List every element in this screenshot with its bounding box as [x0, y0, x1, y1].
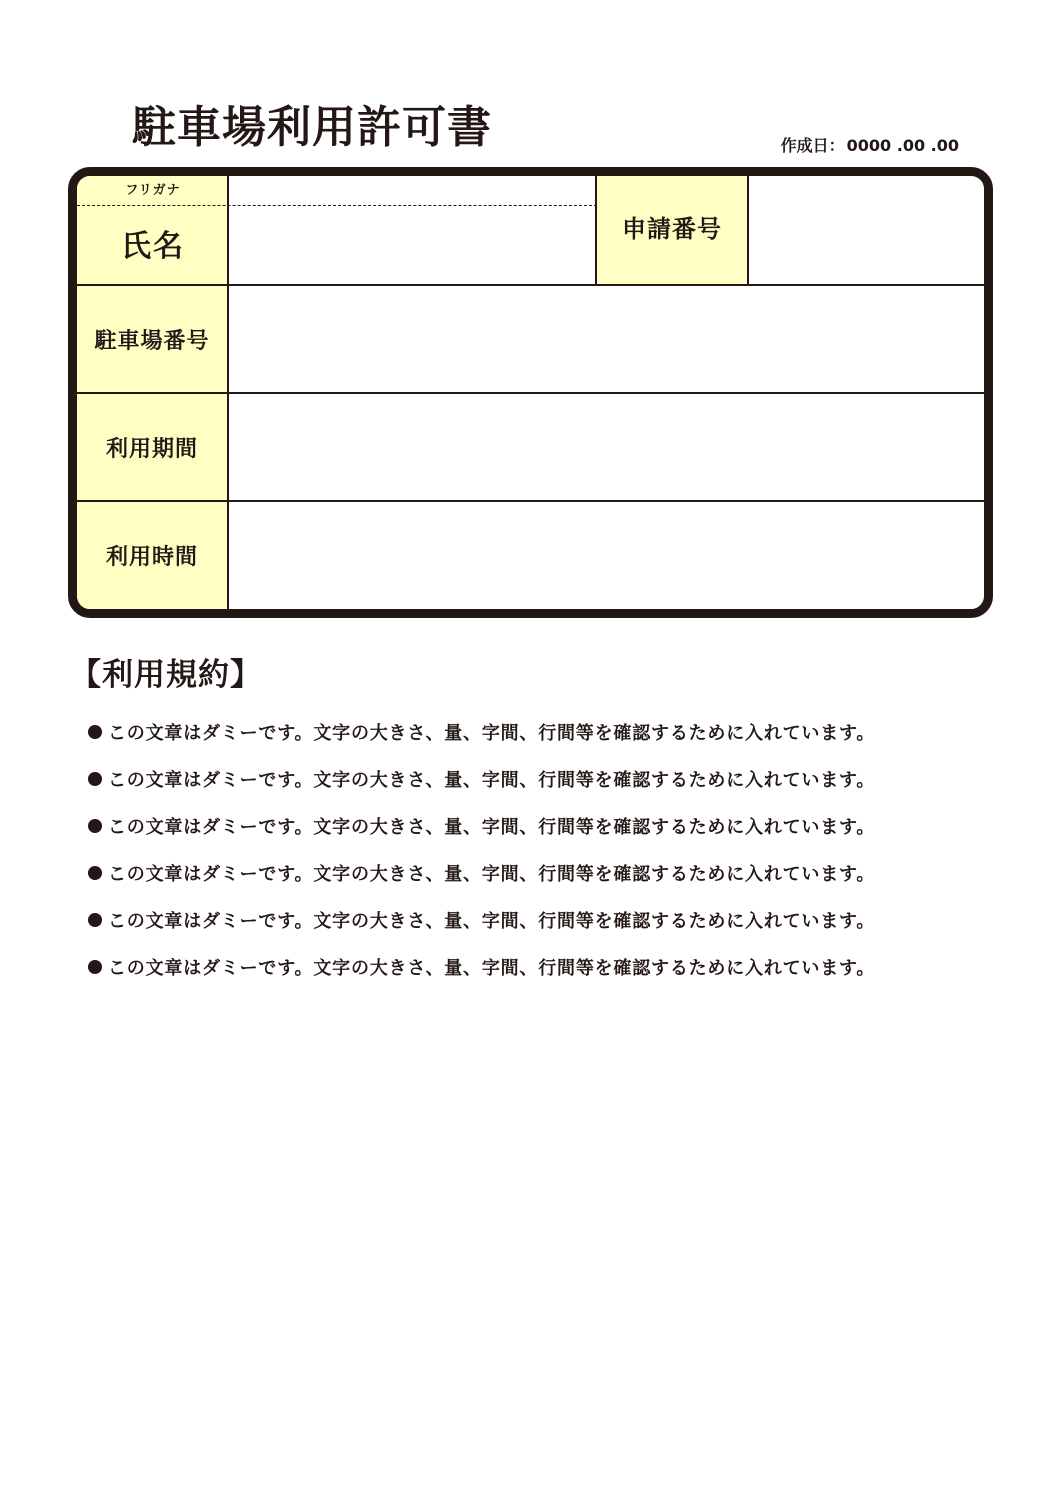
terms-item: [88, 757, 875, 804]
created-date-value: 0000 .00 .00: [846, 136, 959, 155]
terms-item-text: この文章はダミーです。文字の大きさ、量、字間、行間等を確認するために入れています。: [108, 723, 876, 744]
bullet-icon: [88, 913, 102, 927]
usage-period-field[interactable]: [229, 394, 984, 500]
furigana-divider: [77, 205, 597, 206]
terms-item: [88, 710, 875, 757]
terms-item: [88, 804, 875, 851]
name-field[interactable]: [229, 176, 597, 284]
terms-item: [88, 851, 875, 898]
usage-period-row: [77, 392, 984, 500]
application-number-field[interactable]: [749, 176, 984, 284]
bullet-icon: [88, 772, 102, 786]
created-date-label: 作成日：: [780, 136, 845, 155]
terms-item: [88, 945, 875, 992]
terms-item-text: この文章はダミーです。文字の大きさ、量、字間、行間等を確認するために入れています。: [108, 911, 876, 932]
terms-list: [88, 710, 875, 992]
name-row: [77, 176, 984, 284]
name-label: 氏名: [121, 229, 185, 264]
terms-item-text: この文章はダミーです。文字の大きさ、量、字間、行間等を確認するために入れています。: [108, 958, 876, 979]
terms-heading: 【利用規約】: [70, 657, 262, 693]
bullet-icon: [88, 819, 102, 833]
usage-time-label: 利用時間: [77, 502, 229, 609]
bullet-icon: [88, 960, 102, 974]
name-label-cell: [77, 176, 229, 284]
furigana-label: フリガナ: [125, 183, 181, 198]
parking-number-label: 駐車場番号: [77, 286, 229, 392]
usage-time-row: [77, 500, 984, 609]
created-date: [781, 133, 959, 156]
terms-item-text: この文章はダミーです。文字の大きさ、量、字間、行間等を確認するために入れています。: [108, 817, 876, 838]
parking-number-row: [77, 284, 984, 392]
bullet-icon: [88, 866, 102, 880]
usage-period-label: 利用期間: [77, 394, 229, 500]
parking-number-field[interactable]: [229, 286, 984, 392]
terms-item: [88, 898, 875, 945]
application-number-label: 申請番号: [597, 176, 749, 284]
document-title: 駐車場利用許可書: [132, 102, 492, 153]
usage-time-field[interactable]: [229, 502, 984, 609]
terms-item-text: この文章はダミーです。文字の大きさ、量、字間、行間等を確認するために入れています。: [108, 770, 876, 791]
bullet-icon: [88, 725, 102, 739]
terms-item-text: この文章はダミーです。文字の大きさ、量、字間、行間等を確認するために入れています。: [108, 864, 876, 885]
permit-form: [68, 167, 993, 618]
